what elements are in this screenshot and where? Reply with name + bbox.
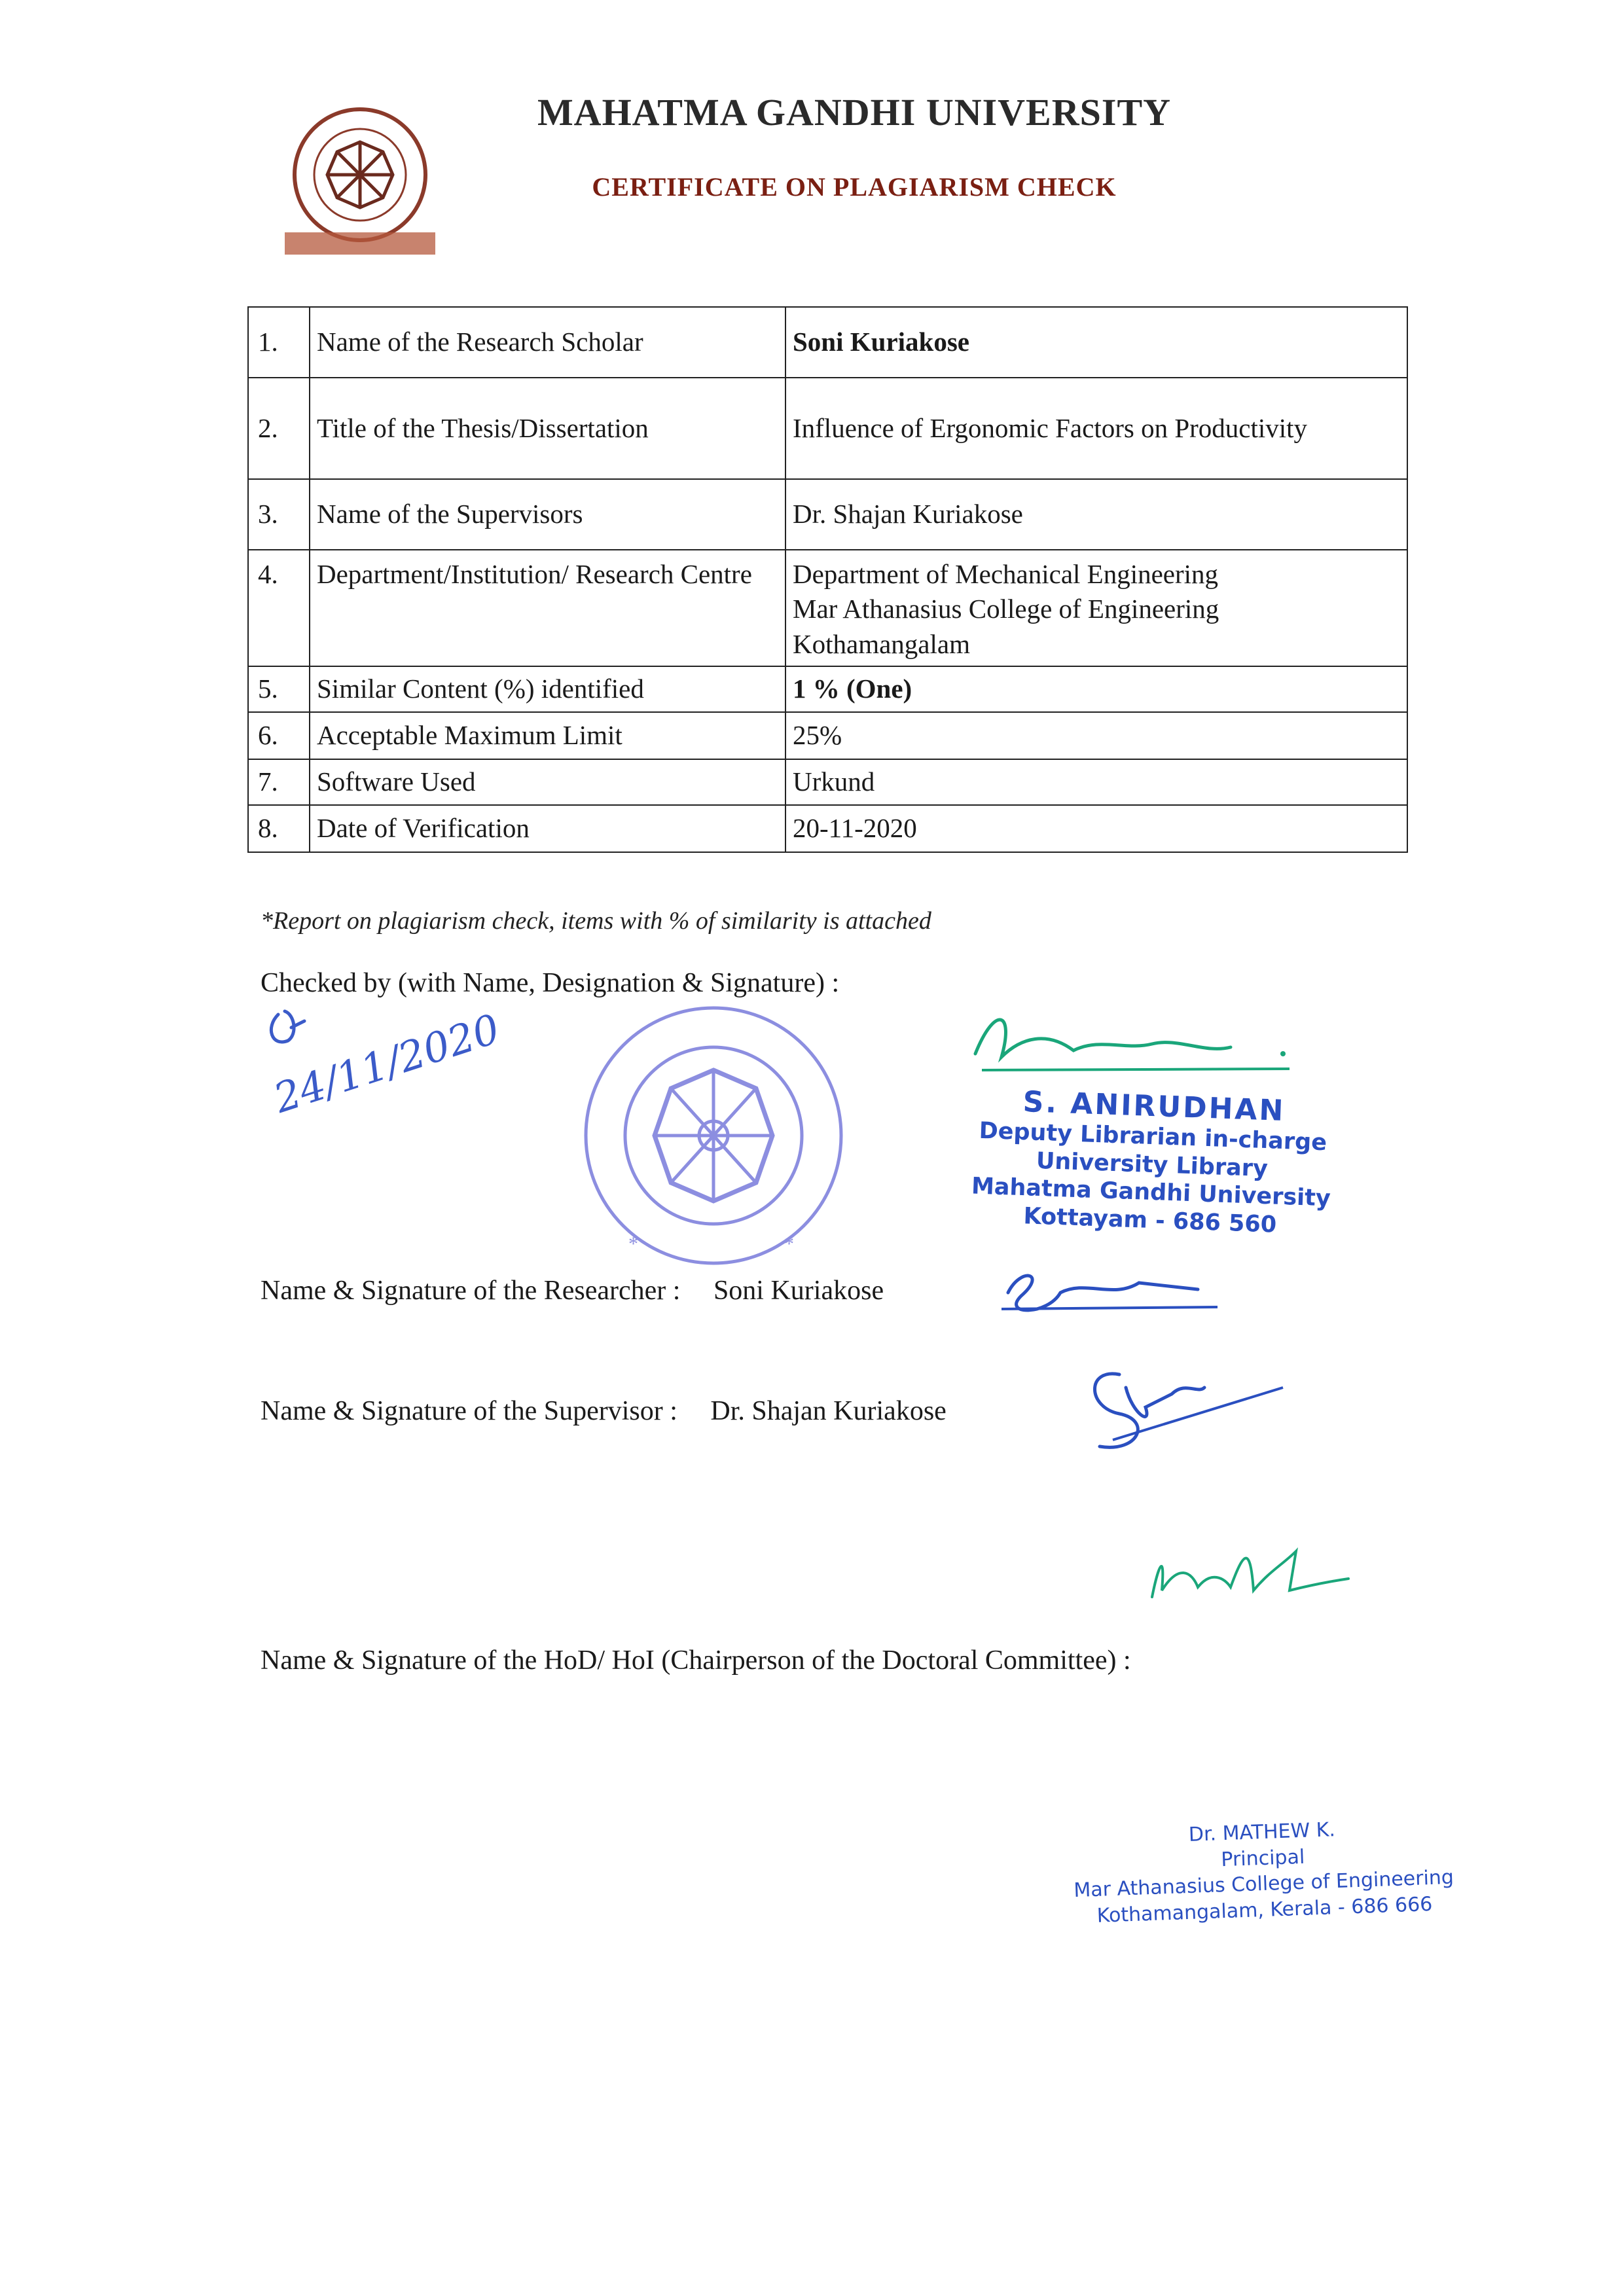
checked-by-label: Checked by (with Name, Designation & Signature) : — [261, 968, 840, 998]
plagiarism-info-table — [247, 306, 1408, 853]
row-number: 2. — [248, 378, 310, 479]
librarian-stamp — [953, 1083, 1350, 1242]
row-label: Name of the Research Scholar — [310, 307, 785, 378]
thesis-title: Influence of Ergonomic Factors on Productivity — [785, 378, 1407, 479]
svg-text:*: * — [628, 1233, 638, 1255]
handwritten-date — [259, 988, 506, 1122]
row-label: Date of Verification — [310, 805, 785, 852]
university-name: MAHATMA GANDHI UNIVERSITY — [537, 91, 1172, 134]
supervisor-signature — [1074, 1348, 1296, 1473]
principal-college: Mar Athanasius College of Engineering — [1073, 1866, 1454, 1903]
principal-title: Principal — [1220, 1845, 1305, 1871]
row-number: 3. — [248, 479, 310, 550]
scholar-name: Soni Kuriakose — [785, 307, 1407, 378]
university-logo — [278, 101, 442, 262]
certificate-title: CERTIFICATE ON PLAGIARISM CHECK — [592, 172, 1117, 202]
row-label: Department/Institution/ Research Centre — [310, 550, 785, 666]
row-label: Title of the Thesis/Dissertation — [310, 378, 785, 479]
row-label: Acceptable Maximum Limit — [310, 712, 785, 759]
department — [785, 550, 1407, 666]
row-number: 5. — [248, 666, 310, 712]
row-label: Name of the Supervisors — [310, 479, 785, 550]
principal-stamp — [1058, 1812, 1468, 1930]
svg-text:24/11/2020: 24/11/2020 — [268, 1004, 506, 1122]
department-line: Department of Mechanical Engineering — [793, 559, 1219, 589]
librarian-dept: University Library — [1036, 1147, 1269, 1182]
library-seal-stamp — [576, 992, 851, 1280]
principal-name: Dr. MATHEW K. — [1188, 1818, 1336, 1846]
table-row — [248, 666, 1407, 712]
report-footnote: *Report on plagiarism check, items with % of similarity is attached — [261, 907, 931, 935]
similar-content-value: 1 % (One) — [785, 666, 1407, 712]
researcher-signature-line — [261, 1275, 884, 1306]
hod-signature-line: Name & Signature of the HoD/ HoI (Chairperson of the Doctoral Committee) : — [261, 1645, 1131, 1676]
principal-address: Kothamangalam, Kerala - 686 666 — [1096, 1892, 1433, 1928]
supervisor-label: Name & Signature of the Supervisor : — [261, 1396, 677, 1426]
librarian-designation: Deputy Librarian in-charge — [979, 1117, 1327, 1157]
table-row — [248, 759, 1407, 805]
svg-text:*: * — [784, 1233, 794, 1255]
row-number: 4. — [248, 550, 310, 666]
row-number: 7. — [248, 759, 310, 805]
row-label: Similar Content (%) identified — [310, 666, 785, 712]
researcher-label: Name & Signature of the Researcher : — [261, 1276, 681, 1306]
supervisor-name: Dr. Shajan Kuriakose — [785, 479, 1407, 550]
hod-signature — [1139, 1525, 1355, 1617]
table-row — [248, 378, 1407, 479]
department-line: Kothamangalam — [793, 628, 970, 659]
department-line: Mar Athanasius College of Engineering — [793, 594, 1219, 624]
table-row — [248, 712, 1407, 759]
row-label: Software Used — [310, 759, 785, 805]
max-limit-value: 25% — [785, 712, 1407, 759]
supervisor-name-text: Dr. Shajan Kuriakose — [710, 1396, 947, 1426]
table-row — [248, 307, 1407, 378]
supervisor-signature-line — [261, 1395, 947, 1427]
librarian-address: Kottayam - 686 560 — [1022, 1203, 1277, 1238]
table-row — [248, 805, 1407, 852]
row-number: 8. — [248, 805, 310, 852]
researcher-name: Soni Kuriakose — [713, 1276, 884, 1306]
row-number: 6. — [248, 712, 310, 759]
librarian-signature — [956, 992, 1322, 1090]
software-value: Urkund — [785, 759, 1407, 805]
librarian-university: Mahatma Gandhi University — [971, 1173, 1331, 1212]
table-row — [248, 479, 1407, 550]
verification-date: 20-11-2020 — [785, 805, 1407, 852]
researcher-signature — [982, 1253, 1231, 1338]
table-row — [248, 550, 1407, 666]
row-number: 1. — [248, 307, 310, 378]
librarian-name: S. ANIRUDHAN — [1022, 1085, 1286, 1128]
